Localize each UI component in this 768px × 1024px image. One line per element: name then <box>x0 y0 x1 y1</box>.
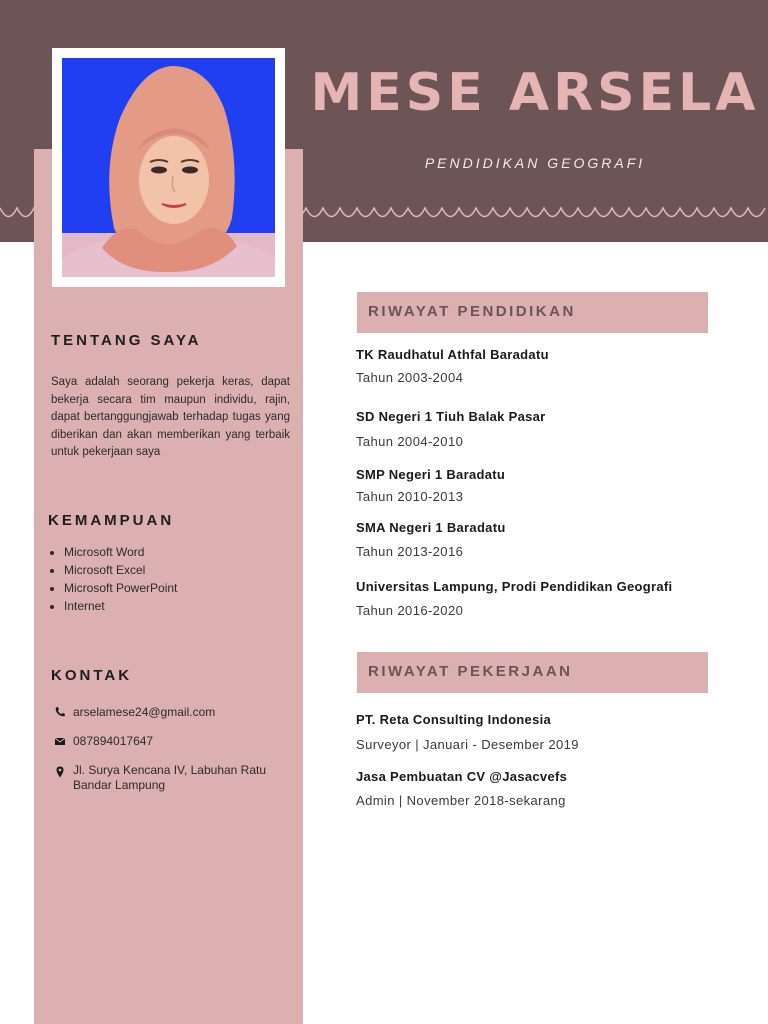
about-text: Saya adalah seorang pekerja keras, dapat bekerja secara tim maupun individu, rajin, dapat bertanggungjawab terhadap tugas yang diberikan dan akan memberikan yang terbaik untuk pekerjaan saya <box>51 376 290 458</box>
education-school: SMP Negeri 1 Baradatu <box>356 467 506 482</box>
profile-photo <box>62 58 275 277</box>
phone-text: 087894017647 <box>73 734 154 748</box>
education-school: SD Negeri 1 Tiuh Balak Pasar <box>356 409 546 424</box>
education-years: Tahun 2010-2013 <box>356 489 464 504</box>
education-school: TK Raudhatul Athfal Baradatu <box>356 347 549 362</box>
education-school: Universitas Lampung, Prodi Pendidikan Geografi <box>356 579 673 594</box>
skill-item: • Microsoft Word <box>64 543 177 561</box>
skills-heading: KEMAMPUAN <box>48 512 175 529</box>
education-years: Tahun 2003-2004 <box>356 370 464 385</box>
work-detail: Admin | November 2018-sekarang <box>356 793 566 808</box>
education-school: SMA Negeri 1 Baradatu <box>356 520 506 535</box>
work-company: Jasa Pembuatan CV @Jasacvefs <box>356 769 568 784</box>
education-years: Tahun 2013-2016 <box>356 544 464 559</box>
education-years: Tahun 2016-2020 <box>356 603 464 618</box>
address-line-2: Bandar Lampung <box>73 778 166 792</box>
skill-item: • Internet <box>64 597 177 615</box>
work-detail: Surveyor | Januari - Desember 2019 <box>356 737 579 752</box>
skill-item: • Microsoft PowerPoint <box>64 579 177 597</box>
email-text: arselamese24@gmail.com <box>73 705 216 719</box>
address-line-1: Jl. Surya Kencana IV, Labuhan Ratu <box>73 763 267 777</box>
work-company: PT. Reta Consulting Indonesia <box>356 712 552 727</box>
work-section-header <box>357 652 708 693</box>
skills-list <box>48 543 177 615</box>
education-years: Tahun 2004-2010 <box>356 434 464 449</box>
location-pin-icon <box>54 766 66 778</box>
education-section-header <box>357 292 708 333</box>
name-title: MESE ARSELA <box>310 63 760 123</box>
address-text <box>73 763 293 793</box>
subtitle: PENDIDIKAN GEOGRAFI <box>424 155 646 171</box>
phone-icon <box>54 706 66 718</box>
work-heading: RIWAYAT PEKERJAAN <box>368 663 573 680</box>
skill-item: • Microsoft Excel <box>64 561 177 579</box>
contact-heading: KONTAK <box>51 667 133 684</box>
education-heading: RIWAYAT PENDIDIKAN <box>368 303 576 320</box>
about-heading: TENTANG SAYA <box>51 332 202 349</box>
envelope-icon <box>54 735 66 747</box>
